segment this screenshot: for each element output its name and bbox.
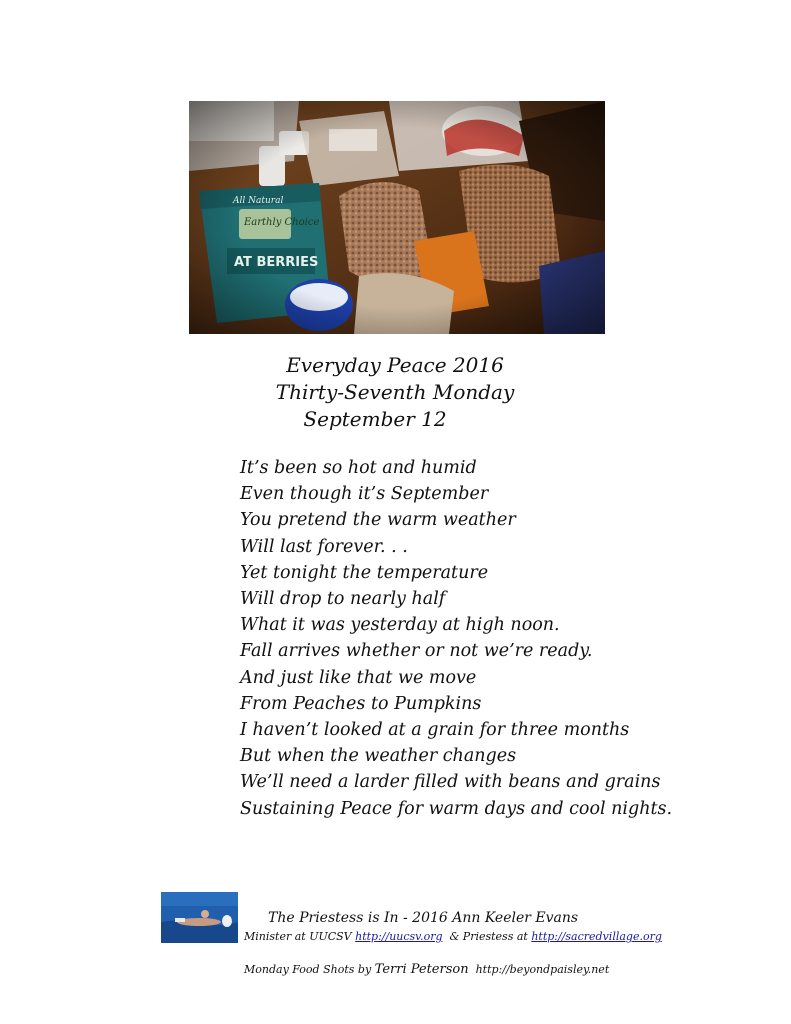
title-line-1: Everyday Peace 2016 (286, 353, 504, 377)
poem-line: Even though it’s September (240, 484, 489, 505)
poem-line: Will last forever. . . (240, 536, 408, 557)
poem-line: Will drop to nearly half (240, 589, 446, 610)
poem-line: What it was yesterday at high noon. (240, 615, 560, 636)
minister-text: Minister at UUCSV (244, 930, 356, 943)
poem-line: From Peaches to Pumpkins (240, 693, 482, 714)
poem-line: But when the weather changes (240, 746, 517, 767)
poem-line: It’s been so hot and humid (240, 458, 477, 478)
poem (240, 455, 673, 822)
swimmer-thumbnail (161, 892, 238, 943)
title-line-3: September 12 (303, 407, 447, 431)
title-line-2: Thirty-Seventh Monday (275, 380, 515, 404)
credit-affiliations (244, 930, 662, 943)
photographer-name: Terri Peterson (374, 962, 469, 977)
sacredvillage-link[interactable]: http://sacredvillage.org (531, 930, 662, 943)
photo-credit (244, 962, 609, 977)
poem-line: Yet tonight the temperature (240, 562, 489, 583)
poem-line: Fall arrives whether or not we’re ready. (240, 641, 593, 662)
poem-line: I haven’t looked at a grain for three months (240, 720, 630, 741)
package-label-text: AT BERRIES (234, 255, 319, 270)
credit-author: The Priestess is In - 2016 Ann Keeler Evans (268, 910, 579, 926)
poem-line: And just like that we move (240, 667, 477, 688)
photo-credit-prefix: Monday Food Shots by (244, 963, 375, 976)
food-photo (189, 101, 605, 334)
poem-line: We’ll need a larder filled with beans and grains (240, 772, 661, 793)
package-tag-text: All Natural (233, 196, 284, 206)
priestess-text: & Priestess at (442, 930, 532, 943)
package-brand-text: Earthly Choice (244, 217, 320, 228)
poem-line: Sustaining Peace for warm days and cool nights. (240, 798, 673, 819)
uucsv-link[interactable]: http://uucsv.org (355, 930, 443, 943)
title-block (240, 352, 550, 433)
photographer-url: http://beyondpaisley.net (468, 963, 610, 976)
poem-line: You pretend the warm weather (240, 510, 516, 531)
